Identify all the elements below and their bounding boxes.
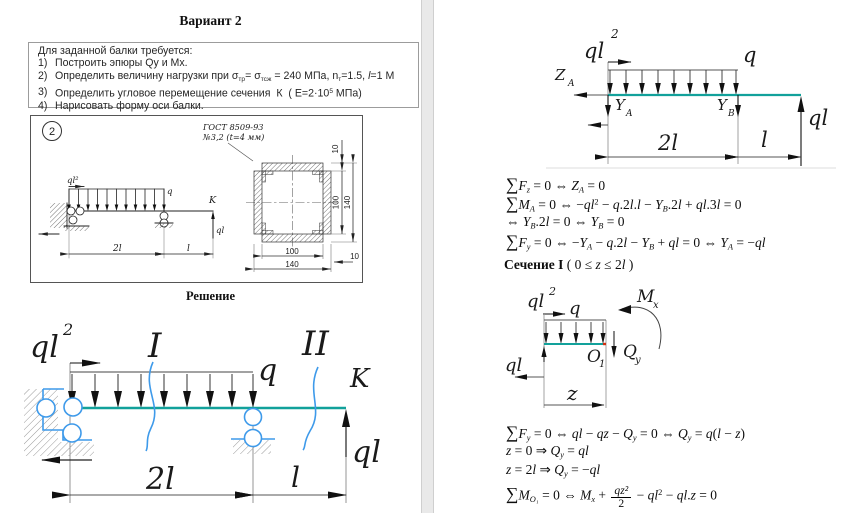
mini-dim-2l: 2l — [113, 244, 122, 254]
fbd-ya-sub: A — [626, 109, 633, 119]
load-label-q: q — [258, 353, 278, 388]
equation: ∑MA = 0 ⇔ $-ql^2 - q.2l.l - YB.2l + ql.3l = 0$ — [506, 193, 742, 214]
cut-load-arrows — [544, 322, 606, 344]
fbd-tip-force-label: ql — [808, 106, 829, 130]
task-item-number: 4) — [38, 99, 48, 112]
task-item — [38, 70, 414, 86]
free-body-diagram — [434, 6, 866, 176]
dim-140-bottom: 140 — [285, 260, 299, 269]
task-box — [28, 42, 419, 112]
solution-beam-diagram — [0, 305, 421, 513]
mini-dim-l: l — [187, 244, 190, 254]
equation: ∑MO₁ = 0 ⇔ Mx + $\frac{\text{qz²}}{2}$ − $ql^2 - ql.z = 0$ — [506, 483, 717, 510]
equilibrium-equations — [506, 176, 765, 252]
equation: ⇔ YB.2l = 0 ⇔ YB = 0 — [506, 214, 625, 231]
fbd-ya-label: Y — [615, 96, 625, 114]
mini-load-label: q — [167, 187, 173, 197]
fbd-yb-sub: B — [728, 109, 735, 119]
fbd-load-q: q — [743, 43, 757, 67]
task-item-number: 3) — [38, 85, 48, 98]
dim-10-top: 10 — [331, 144, 340, 154]
fbd-moment-ql: ql — [584, 39, 605, 63]
task-item-text: Определить величину нагрузки при σтр= σтсж = 240 МПа, nт=1.5, l=1 М — [55, 69, 395, 83]
equation: ∑Fz = 0 ⇔ ZA = 0 — [506, 174, 606, 195]
cut-qy-label: Q — [623, 342, 637, 362]
gost-note-line1: ГОСТ 8509-93 — [203, 122, 264, 132]
cut-load-q: q — [569, 298, 581, 319]
gost-note-line2: №3,2 (t=4 мм) — [203, 132, 265, 142]
equation: z = 0 ⇒ Qy = ql — [506, 443, 589, 460]
task-item — [38, 86, 414, 100]
task-item-number: 2) — [38, 69, 48, 82]
cut-moment-ql: ql — [527, 291, 545, 312]
equation: ∑Fy = 0 ⇔ ql − qz − Qy = 0 ⇔ Qy = q(l − z) — [506, 422, 745, 443]
equation: z = 2l ⇒ Qy = −ql — [506, 462, 601, 479]
fbd-yb-label: Y — [717, 96, 727, 114]
cut-moment-arc-arrowhead — [618, 305, 631, 314]
fbd-dim-2l: 2l — [658, 131, 679, 155]
task-item-text: Построить эпюры Qy и Мх. — [55, 57, 188, 70]
cut-mx-label: M — [637, 287, 655, 307]
fbd-za-sub: A — [568, 79, 575, 89]
dim-label-2l: 2l — [146, 462, 175, 497]
moment-label-ql: ql — [30, 330, 59, 365]
dim-140-vertical: 140 — [343, 195, 352, 210]
fbd-load-arrows — [607, 70, 739, 95]
section-label-I: I — [148, 326, 162, 366]
fbd-yb-arrowhead — [735, 105, 741, 117]
left-support — [24, 389, 94, 460]
moment-label-exp: 2 — [63, 320, 74, 339]
cut-o1-sub: 1 — [599, 359, 606, 370]
problem-figure-frame — [30, 115, 363, 283]
cut-qy-arrowhead — [611, 346, 616, 358]
task-item — [38, 100, 414, 112]
task-item — [38, 57, 414, 69]
mini-tip-force-label: ql — [216, 226, 225, 236]
dim-100-vertical: 100 — [331, 195, 341, 210]
middle-support — [231, 409, 275, 455]
task-item-text: Нарисовать форму оси балки. — [55, 99, 204, 112]
equation: ∑Fy = 0 ⇔ −YA − q.2l − YB + ql = 0 ⇔ YA = −ql — [506, 231, 766, 252]
cut-ql-label: ql — [505, 355, 523, 376]
mini-section-k-label: K — [209, 195, 217, 206]
dim-10-bottom: 10 — [350, 252, 359, 261]
page-left — [0, 0, 422, 513]
task-item-text: Определить угловое перемещение сечения К ( $Е=2\cdot 10^5$ МПа) — [55, 87, 362, 100]
task-intro: Для заданной балки требуется: — [38, 45, 193, 57]
mini-moment-label: ql² — [67, 176, 79, 186]
cut-qy-sub: y — [635, 355, 641, 366]
variant-number: 2 — [48, 126, 56, 138]
cross-section-drawing — [246, 140, 360, 272]
cut-mx-sub: x — [653, 300, 659, 311]
task-item-number: 1) — [38, 57, 48, 70]
solution-heading: Решение — [185, 289, 236, 303]
cut-z-label: z — [567, 381, 578, 405]
cut-reaction-up-arrowhead — [541, 346, 546, 357]
section-label-II: II — [302, 324, 329, 364]
section-i-heading: Сечение I ( 0 ≤ z ≤ 2l ) — [504, 257, 634, 272]
tip-force-arrowhead — [342, 409, 350, 427]
section-k-label: K — [350, 364, 370, 394]
gost-leader-line — [228, 143, 253, 161]
fbd-dim-l: l — [761, 128, 768, 152]
dim-100-bottom: 100 — [285, 247, 299, 256]
cut-moment-exp: 2 — [549, 285, 556, 298]
fbd-za-label: Z — [555, 66, 566, 84]
page-right — [433, 0, 866, 513]
problem-figure-drawing — [31, 116, 362, 282]
tip-force-label: ql — [352, 435, 381, 470]
page-title: Вариант 2 — [179, 13, 242, 28]
section-line-I — [146, 362, 155, 451]
fbd-tip-force-arrowhead — [798, 96, 805, 112]
section-cut-diagram — [481, 283, 721, 423]
mini-beam-diagram — [39, 176, 224, 258]
dim-label-l: l — [291, 461, 300, 494]
section-equations — [506, 424, 745, 510]
fbd-moment-exp: 2 — [611, 27, 619, 41]
fbd-ya-arrowhead — [605, 105, 611, 117]
cut-o1-label: O — [587, 347, 601, 367]
load-arrows — [68, 374, 257, 408]
